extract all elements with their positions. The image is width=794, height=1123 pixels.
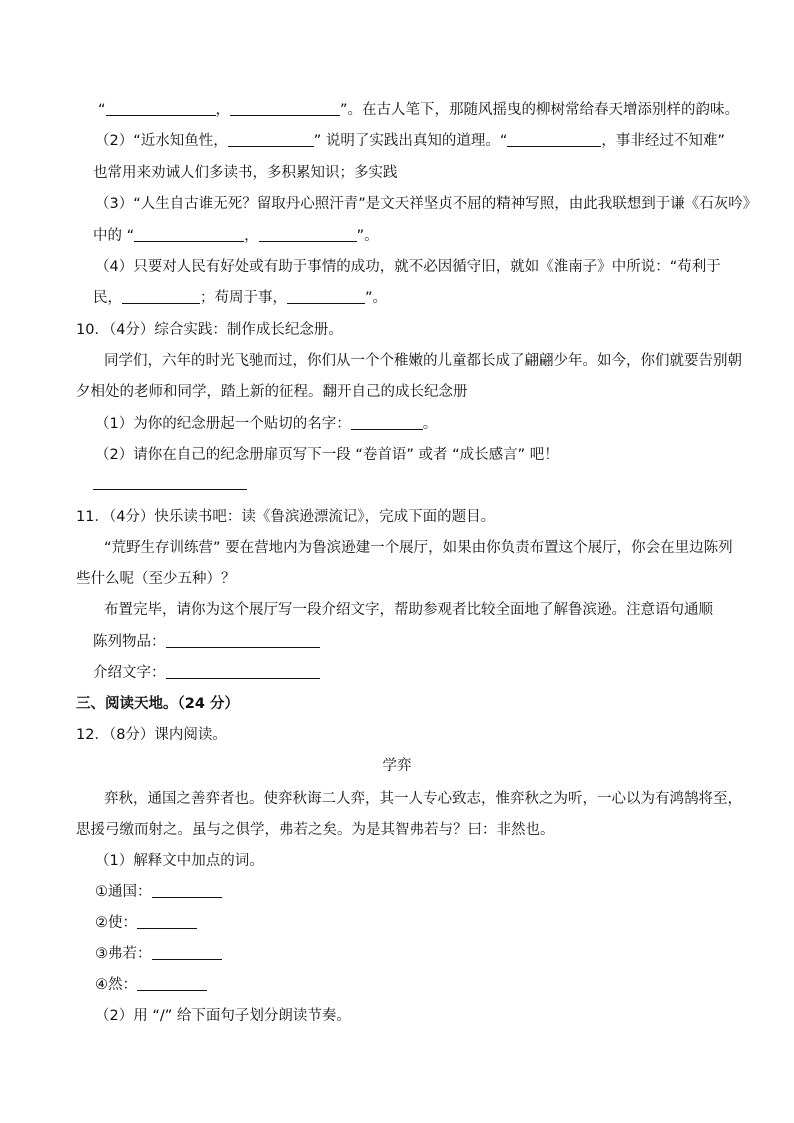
- q10-paragraph: 夕相处的老师和同学，踏上新的征程。翻开自己的成长纪念册: [76, 384, 468, 400]
- answer-blank[interactable]: [152, 945, 222, 960]
- q11-intro-field: 介绍文字：: [93, 663, 320, 683]
- answer-blank[interactable]: [287, 289, 365, 304]
- answer-blank[interactable]: [166, 633, 320, 648]
- q9-sub2-line: （2）“近水知鱼性， ” 说明了实践出真知的道理。“ ，事非经过不知难”: [95, 133, 725, 149]
- q11-items-field: 陈列物品：: [93, 632, 320, 652]
- q11-paragraph: 布置完毕，请你为这个展厅写一段介绍文字，帮助参观者比较全面地了解鲁滨逊。注意语句通顺: [104, 602, 713, 618]
- q12-sub2: （2）用 “/” 给下面句子划分朗读节奏。: [95, 1008, 351, 1024]
- q12-sub1: （1）解释文中加点的词。: [95, 853, 264, 869]
- answer-blank[interactable]: [259, 227, 357, 242]
- answer-blank[interactable]: [166, 664, 320, 679]
- term-item: ④然：: [95, 975, 207, 995]
- section-title: 三、阅读天地。（24 分）: [76, 696, 239, 712]
- q11-paragraph: 些什么呢（至少五种）？: [76, 571, 236, 587]
- q9-sub4-line: （4）只要对人民有好处或有助于事情的成功，就不必因循守旧，就如《淮南子》中所说：“苟利于: [95, 259, 721, 275]
- q11-paragraph: “荒野生存训练营” 要在营地内为鲁滨逊建一个展厅，如果由你负责布置这个展厅，你会在里边陈列: [104, 540, 733, 556]
- answer-blank[interactable]: [228, 132, 314, 147]
- q9-sub3-line: （3）“人生自古谁无死？留取丹心照汗青”是文天祥坚贞不屈的精神写照，由此我联想到于谦《石灰吟》: [95, 196, 758, 212]
- q9-sub4-answer-line: 民， ；苟周于事， ”。: [93, 290, 388, 306]
- answer-blank[interactable]: [137, 914, 197, 929]
- q11-heading: 11．（4分）快乐读书吧：读《鲁滨逊漂流记》，完成下面的题目。: [76, 509, 496, 525]
- answer-blank[interactable]: [351, 415, 423, 430]
- answer-blank[interactable]: [152, 883, 222, 898]
- term-item: ②使：: [95, 913, 197, 933]
- term-item: ③弗若：: [95, 944, 222, 964]
- q10-paragraph: 同学们，六年的时光飞驰而过，你们从一个个稚嫩的儿童都长成了翩翩少年。如今，你们就要告别朝: [104, 353, 742, 369]
- q10-heading: 10．（4分）综合实践：制作成长纪念册。: [76, 322, 343, 338]
- passage-text: 弈秋，通国之善弈者也。使弈秋诲二人弈，其一人专心致志，惟弈秋之为听，一心以为有鸿鹄将至，: [104, 791, 742, 807]
- answer-blank[interactable]: [93, 475, 247, 490]
- poem-blank-line: “ ， ”。在古人笔下，那随风摇曳的柳树常给春天增添别样的韵味。: [98, 102, 740, 118]
- answer-blank[interactable]: [106, 101, 216, 116]
- answer-blank[interactable]: [134, 227, 244, 242]
- term-item: ①通国：: [95, 882, 222, 902]
- q9-sub3-answer-line: 中的 “ ， ”。: [93, 228, 379, 244]
- answer-blank[interactable]: [137, 976, 207, 991]
- answer-blank[interactable]: [122, 289, 200, 304]
- answer-blank[interactable]: [507, 132, 601, 147]
- q12-heading: 12．（8分）课内阅读。: [76, 727, 227, 743]
- q10-sub2: （2）请你在自己的纪念册扉页写下一段 “卷首语” 或者 “成长感言” 吧！: [95, 447, 559, 463]
- passage-text: 思援弓缴而射之。虽与之俱学，弗若之矣。为是其智弗若与？曰：非然也。: [76, 822, 555, 838]
- passage-title: 学弈: [382, 758, 412, 774]
- q10-sub1: （1）为你的纪念册起一个贴切的名字： 。: [95, 416, 438, 432]
- q9-sub2-continuation: 也常用来劝诫人们多读书，多积累知识；多实践: [93, 165, 398, 181]
- answer-blank[interactable]: [230, 101, 340, 116]
